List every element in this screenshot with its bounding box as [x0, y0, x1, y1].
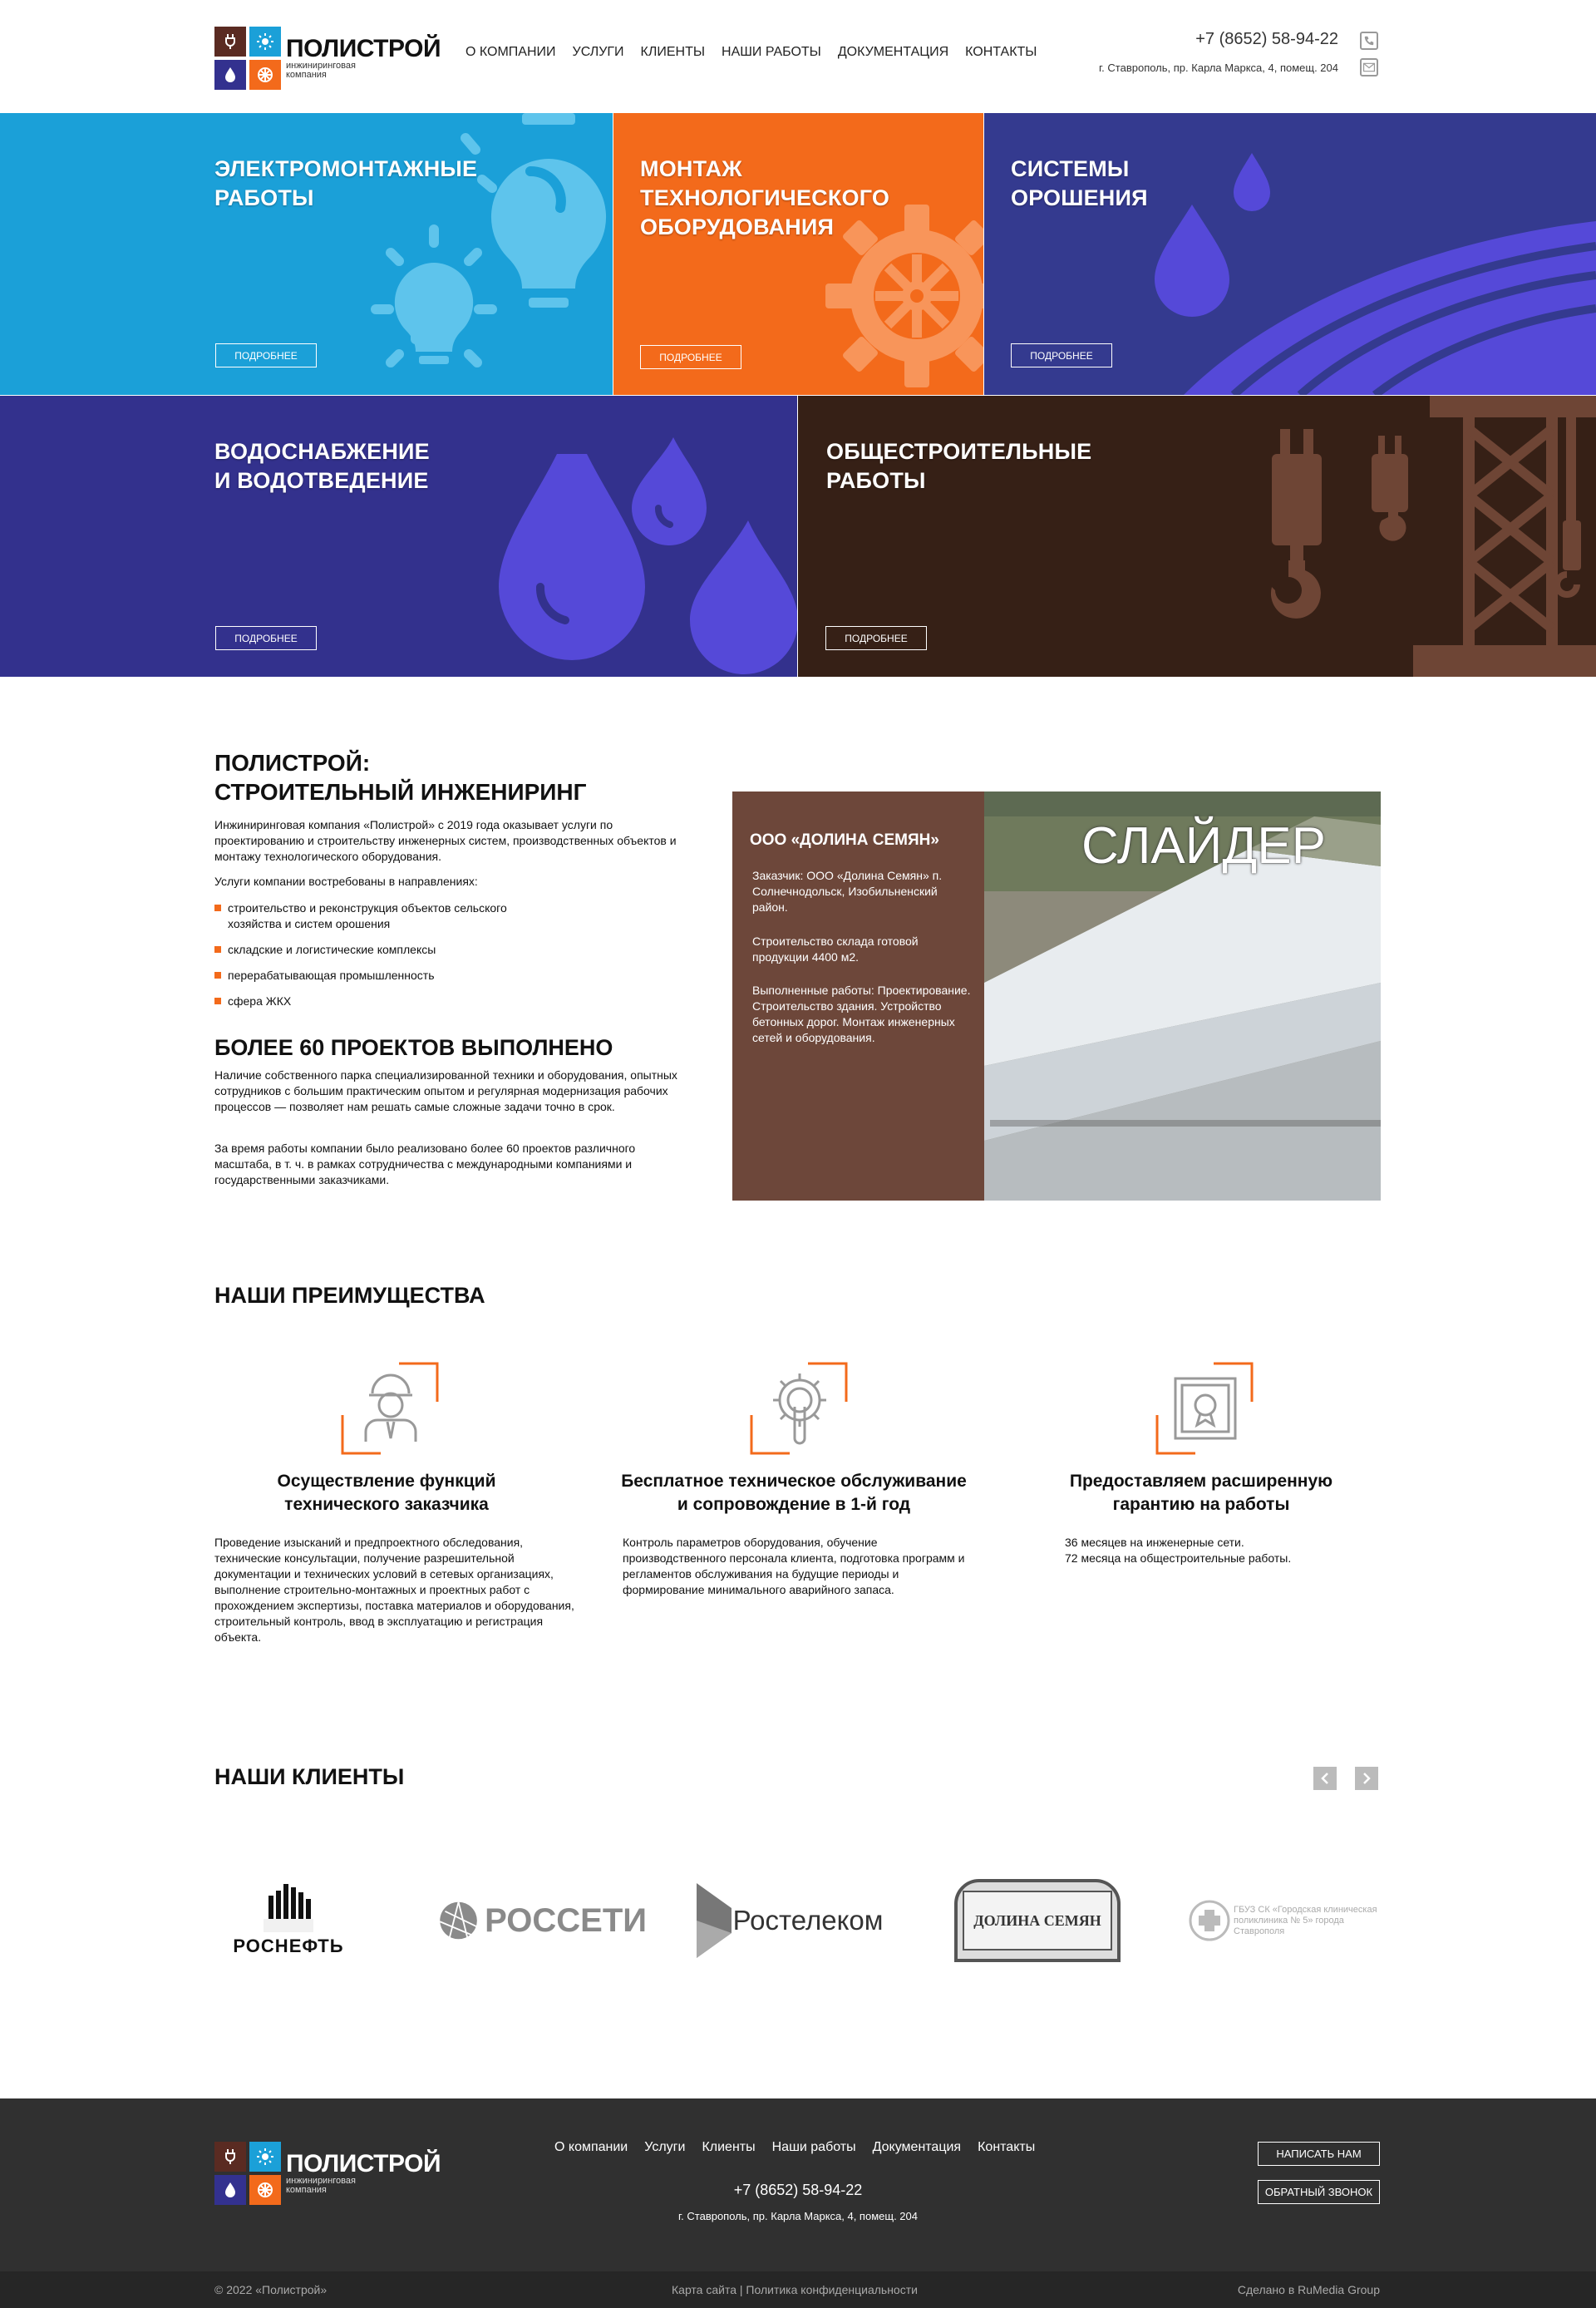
projects-paragraph-1: Наличие собственного парка специализированной техники и оборудования, опытных сотрудников с большим практическим опытом и регулярная модернизация рабочих процессов — позволяет нам решать самые сложные задачи точно в срок.	[214, 1068, 677, 1113]
tile-construction[interactable]	[798, 396, 1596, 677]
advantage-3-text: 36 месяцев на инженерные сети. 72 месяца на общестроительные работы.	[1065, 1536, 1292, 1565]
slide-caption-panel	[732, 792, 984, 1201]
logo-mark	[214, 27, 281, 90]
about-services-lead: Услуги компании востребованы в направлениях:	[214, 875, 478, 888]
tile-mount-line1: МОНТАЖ	[640, 156, 742, 181]
write-us-button[interactable]: НАПИСАТЬ НАМ	[1258, 2142, 1380, 2166]
advantage-2-title	[619, 1470, 968, 1516]
logo-name: ПОЛИСТРОЙ	[286, 35, 441, 62]
footer-nav-contacts[interactable]: Контакты	[978, 2140, 1036, 2154]
footer-phone[interactable]: +7 (8652) 58-94-22	[733, 2182, 863, 2198]
tile-water-line2: И ВОДОТВЕДЕНИЕ	[214, 468, 429, 493]
footer-nav-works[interactable]: Наши работы	[771, 2140, 856, 2154]
site-header	[0, 0, 1596, 113]
about-title	[214, 748, 587, 806]
crane-icon	[1147, 396, 1596, 677]
main-nav	[466, 45, 1037, 60]
advantage-3-title-line2: гарантию на работы	[1112, 1495, 1290, 1514]
about-title-line2: СТРОИТЕЛЬНЫЙ ИНЖЕНИРИНГ	[214, 779, 587, 805]
list-item: строительство и реконструкция объектов сельского хозяйства и систем орошения	[214, 900, 564, 932]
tile-mount-line2: ТЕХНОЛОГИЧЕСКОГО	[640, 185, 890, 210]
client-rosneft[interactable]	[218, 1875, 359, 1966]
footer-logo-subtitle-1: инжиниринговая	[286, 2176, 356, 2186]
tile-irrigation-line2: ОРОШЕНИЯ	[1011, 185, 1148, 210]
footer-address: г. Ставрополь, пр. Карла Маркса, 4, помещ. 204	[678, 2210, 918, 2222]
services-list	[214, 900, 688, 1019]
client-name: РОСНЕФТЬ	[233, 1936, 344, 1956]
footer-nav-about[interactable]: О компании	[554, 2140, 628, 2154]
sun-icon	[249, 2142, 281, 2172]
clinic-logo-icon	[1189, 1900, 1230, 1941]
tile-mounting[interactable]	[613, 113, 983, 395]
nav-about[interactable]: О КОМПАНИИ	[466, 45, 556, 59]
projects-slider[interactable]	[732, 792, 1381, 1201]
plug-icon	[214, 27, 246, 57]
advantage-1-title	[212, 1470, 561, 1516]
tile-electro-more-button[interactable]: ПОДРОБНЕЕ	[215, 343, 317, 367]
list-item: складские и логистические комплексы	[214, 942, 688, 958]
nav-docs[interactable]: ДОКУМЕНТАЦИЯ	[837, 45, 949, 59]
footer-nav	[554, 2140, 1035, 2155]
clients-title: НАШИ КЛИЕНТЫ	[214, 1764, 405, 1789]
phone-icon[interactable]	[1360, 32, 1378, 50]
sun-icon	[249, 27, 281, 57]
engineer-icon	[341, 1362, 439, 1455]
advantage-2-text: Контроль параметров оборудования, обучение производственного персонала клиента, подготовка программ и регламентов обслуживания на будущие периоды и формирование минимального аварийного запаса.	[623, 1536, 965, 1596]
made-by[interactable]: Сделано в RuMedia Group	[1237, 2283, 1380, 2296]
header-address: г. Ставрополь, пр. Карла Маркса, 4, помещ. 204	[1099, 62, 1338, 74]
rosneft-logo-icon	[264, 1884, 313, 1932]
tile-irrigation-line1: СИСТЕМЫ	[1011, 156, 1130, 181]
tile-electro[interactable]	[0, 113, 613, 395]
snowflake-icon	[249, 60, 281, 90]
clients-next-button[interactable]	[1355, 1767, 1378, 1790]
tile-water[interactable]	[0, 396, 797, 677]
logo[interactable]	[214, 27, 441, 90]
slide-works: Выполненные работы: Проектирование. Строительство здания. Устройство бетонных дорог. Монтаж инженерных сетей и оборудования.	[752, 984, 971, 1044]
slide-project: Строительство склада готовой продукции 4400 м2.	[752, 935, 919, 964]
advantage-2-title-line2: и сопровождение в 1-й год	[677, 1495, 911, 1514]
nav-services[interactable]: УСЛУГИ	[572, 45, 624, 59]
tile-mount-line3: ОБОРУДОВАНИЯ	[640, 215, 835, 239]
nav-clients[interactable]: КЛИЕНТЫ	[640, 45, 706, 59]
certificate-icon	[1155, 1362, 1254, 1455]
tile-electro-line2: РАБОТЫ	[214, 185, 314, 210]
client-name: Ростелеком	[732, 1905, 884, 1936]
water-drops-icon	[466, 396, 797, 677]
client-name: ДОЛИНА СЕМЯН	[963, 1891, 1112, 1950]
client-dolina[interactable]	[953, 1875, 1122, 1966]
wrench-gear-icon	[750, 1362, 848, 1455]
footer-nav-services[interactable]: Услуги	[644, 2140, 686, 2154]
tile-electro-line1: ЭЛЕКТРОМОНТАЖНЫЕ	[214, 156, 478, 181]
nav-works[interactable]: НАШИ РАБОТЫ	[722, 45, 821, 59]
tile-water-line1: ВОДОСНАБЖЕНИЕ	[214, 439, 430, 464]
footer-logo-subtitle-2: компания	[286, 2185, 327, 2195]
rostelecom-logo-icon	[697, 1883, 732, 1958]
list-item: перерабатывающая промышленность	[214, 968, 688, 984]
tile-irrigation-more-button[interactable]: ПОДРОБНЕЕ	[1011, 343, 1112, 367]
mail-icon[interactable]	[1360, 58, 1378, 76]
tile-water-more-button[interactable]: ПОДРОБНЕЕ	[215, 626, 317, 650]
client-rosseti[interactable]	[439, 1875, 647, 1966]
slide-title: ООО «ДОЛИНА СЕМЯН»	[750, 831, 939, 849]
logo-subtitle-1: инжиниринговая	[286, 61, 356, 71]
slide-client: Заказчик: ООО «Долина Семян» п. Солнечнодольск, Изобильненский район.	[752, 869, 943, 914]
footer-links[interactable]: Карта сайта | Политика конфиденциальности	[672, 2283, 918, 2296]
callback-button[interactable]: ОБРАТНЫЙ ЗВОНОК	[1258, 2180, 1380, 2204]
logo-subtitle-2: компания	[286, 70, 327, 80]
advantage-3-title	[1027, 1470, 1376, 1516]
advantage-3-title-line1: Предоставляем расширенную	[1069, 1472, 1333, 1491]
list-item: сфера ЖКХ	[214, 994, 688, 1009]
advantage-1-title-line2: технического заказчика	[284, 1495, 489, 1514]
footer-nav-clients[interactable]: Клиенты	[702, 2140, 756, 2154]
tile-mount-more-button[interactable]: ПОДРОБНЕЕ	[640, 345, 741, 369]
nav-contacts[interactable]: КОНТАКТЫ	[965, 45, 1037, 59]
advantage-1-text: Проведение изысканий и предпроектного обследования, технические консультации, получение разрешительной документации и технических условий в сетевых организациях, выполнение строительно-монтажных и проектных работ с прохождением экспертизы, поставка материалов и оборудования, строительный контроль, ввод в эксплуатацию и регистрация объекта.	[214, 1536, 574, 1644]
projects-paragraph-2: За время работы компании было реализовано более 60 проектов различного масштаба, в т. ч. в рамках сотрудничества с международными компаниями и государственными заказчиками.	[214, 1142, 636, 1186]
drop-icon	[214, 60, 246, 90]
footer-bottom-bar	[0, 2271, 1596, 2308]
advantage-1-title-line1: Осуществление функций	[277, 1472, 496, 1491]
tile-construction-line1: ОБЩЕСТРОИТЕЛЬНЫЕ	[826, 439, 1092, 464]
slider-label: СЛАЙДЕР	[1081, 817, 1327, 875]
client-polyclinic[interactable]	[1186, 1875, 1386, 1966]
clients-prev-button[interactable]	[1313, 1767, 1337, 1790]
copyright: © 2022 «Полистрой»	[214, 2283, 328, 2296]
advantage-2-title-line1: Бесплатное техническое обслуживание	[621, 1472, 967, 1491]
chevron-right-icon	[1362, 1773, 1372, 1784]
about-title-line1: ПОЛИСТРОЙ:	[214, 750, 371, 776]
about-intro: Инжиниринговая компания «Полистрой» с 2019 года оказывает услуги по проектированию и строительству инженерных систем, производственных объектов и монтажу технологического оборудования.	[214, 818, 677, 863]
footer-nav-docs[interactable]: Документация	[872, 2140, 962, 2154]
advantages-title: НАШИ ПРЕИМУЩЕСТВА	[214, 1283, 485, 1308]
tile-construction-more-button[interactable]: ПОДРОБНЕЕ	[825, 626, 927, 650]
client-name: ГБУЗ СК «Городская клиническая поликлиника № 5» города Ставрополя	[1234, 1904, 1377, 1936]
plug-icon	[214, 2142, 246, 2172]
tile-construction-line2: РАБОТЫ	[826, 468, 926, 493]
tile-irrigation[interactable]	[984, 113, 1596, 395]
projects-title: БОЛЕЕ 60 ПРОЕКТОВ ВЫПОЛНЕНО	[214, 1035, 613, 1060]
header-phone[interactable]: +7 (8652) 58-94-22	[1195, 30, 1338, 48]
client-rostelecom[interactable]	[690, 1875, 889, 1966]
rosseti-logo-icon	[439, 1889, 478, 1952]
footer-logo-name: ПОЛИСТРОЙ	[286, 2150, 441, 2177]
site-footer	[0, 2098, 1596, 2271]
client-name: РОССЕТИ	[485, 1901, 647, 1939]
chevron-left-icon	[1320, 1773, 1330, 1784]
